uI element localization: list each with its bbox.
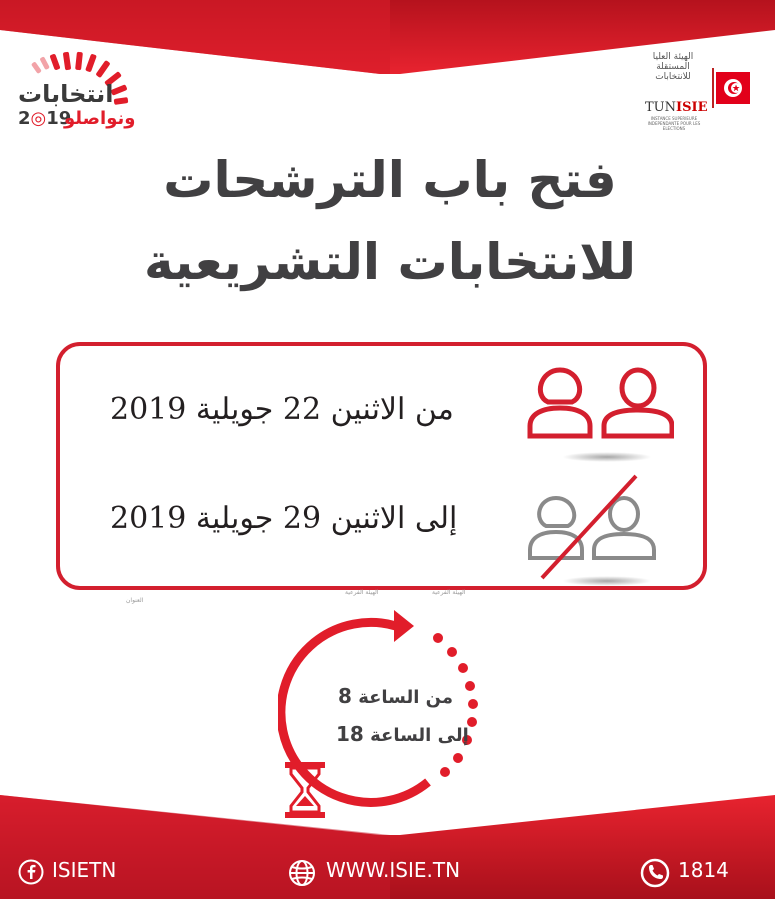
isie-arabic-name: الهيئة العليا المستقلة للانتخابات xyxy=(652,52,694,82)
faint-label: الهيئة الفرعية xyxy=(345,589,379,596)
title-line-1: فتح باب الترشحات xyxy=(163,151,617,209)
people-icon xyxy=(524,366,674,442)
facebook-icon[interactable] xyxy=(18,859,44,885)
icon-shadow xyxy=(562,452,652,462)
tunisia-flag-icon xyxy=(712,68,752,108)
faint-label: الهيئة الفرعية xyxy=(432,589,466,596)
date-from: من الاثنين 22 جويلية 2019 xyxy=(110,392,454,427)
isie-short-name: TUNISIE xyxy=(645,100,708,115)
people-crossed-icon xyxy=(524,474,672,582)
phone-number[interactable]: 1814 xyxy=(678,858,729,882)
facebook-link[interactable]: ISIETN xyxy=(52,858,117,882)
isie-french-name: INSTANCE SUPERIEURE INDEPENDANTE POUR LES ELECTIONS xyxy=(647,116,701,131)
faint-label: العنوان xyxy=(126,597,144,604)
hour-to: إلى الساعة 18 xyxy=(336,722,469,746)
globe-icon[interactable] xyxy=(288,859,316,887)
phone-icon[interactable] xyxy=(640,858,670,888)
date-to: إلى الاثنين 29 جويلية 2019 xyxy=(110,501,458,536)
election-logo-slogan: ونواصلو xyxy=(64,108,136,129)
hour-from: من الساعة 8 xyxy=(338,684,454,708)
icon-shadow xyxy=(562,576,652,586)
election-logo-year: 2◎19 xyxy=(18,108,72,129)
election-logo-word: انتخابات xyxy=(18,80,114,108)
website-link[interactable]: WWW.ISIE.TN xyxy=(326,858,461,882)
title-line-2: للانتخابات التشريعية xyxy=(144,233,636,291)
